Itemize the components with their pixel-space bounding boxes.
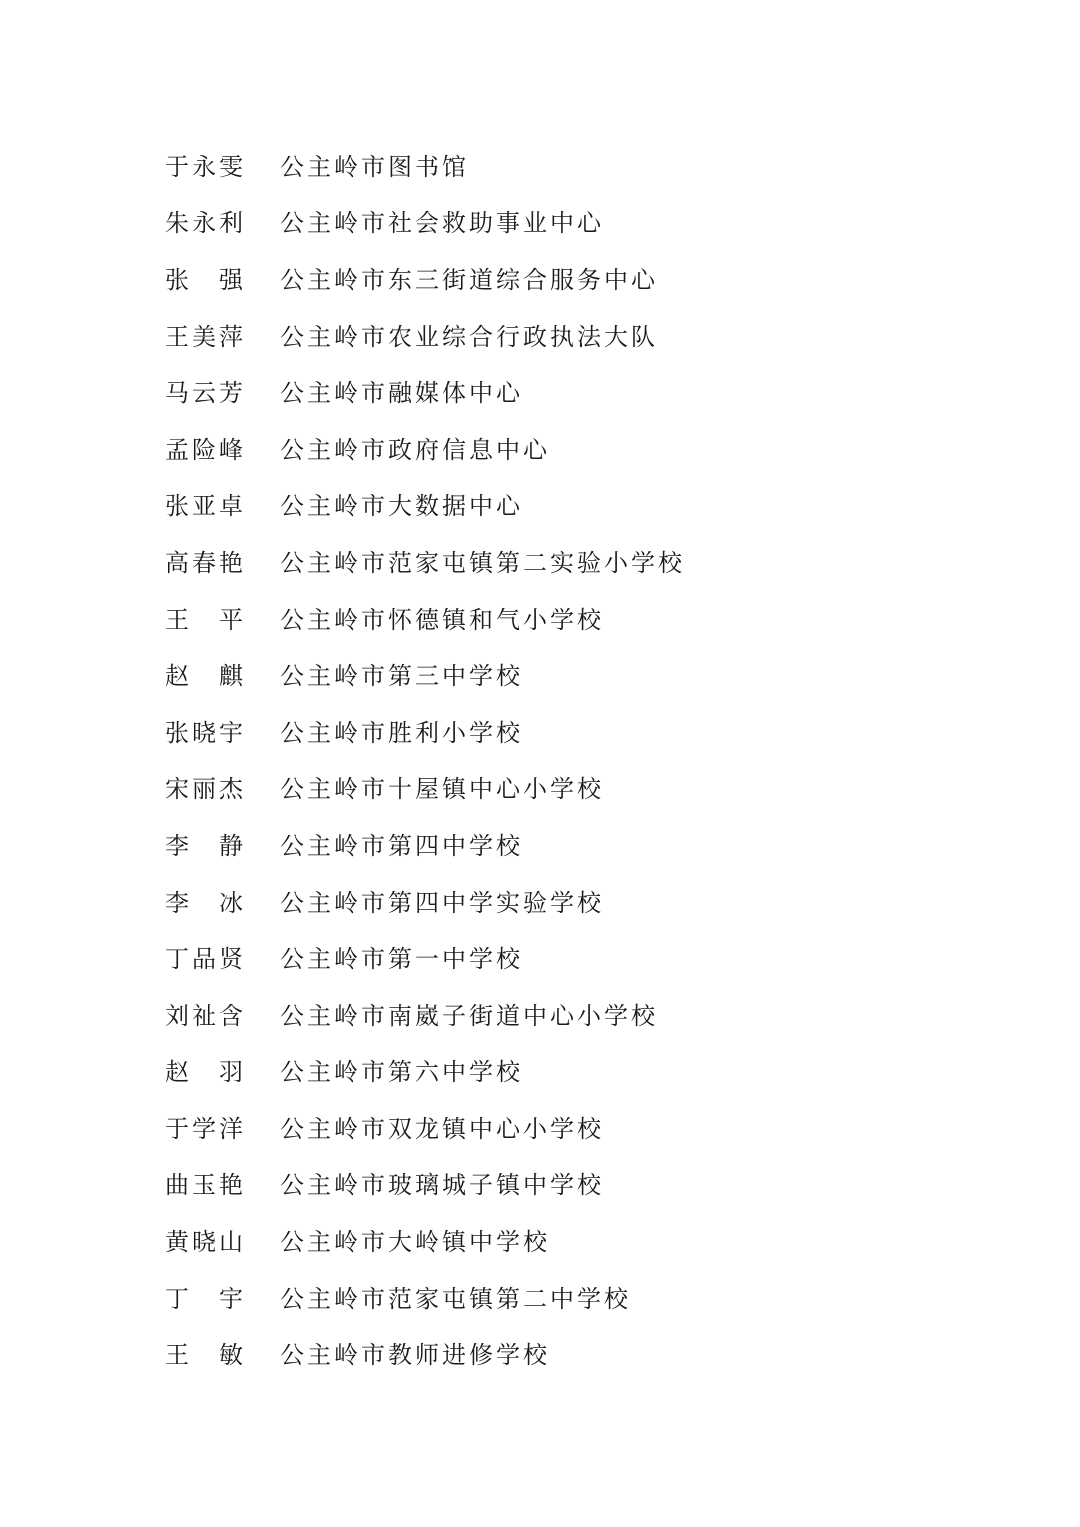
organization-name: 公主岭市社会救助事业中心 — [280, 209, 604, 238]
person-name: 孟险峰 — [165, 435, 243, 464]
person-name: 赵 羽 — [165, 1058, 243, 1087]
list-item — [165, 702, 685, 759]
person-name: 马云芳 — [165, 379, 243, 408]
person-name: 王 敏 — [165, 1341, 243, 1370]
organization-name: 公主岭市政府信息中心 — [280, 435, 550, 464]
list-item — [165, 928, 685, 985]
list-item — [165, 476, 685, 533]
organization-name: 公主岭市东三街道综合服务中心 — [280, 265, 658, 294]
organization-name: 公主岭市融媒体中心 — [280, 379, 523, 408]
person-name: 丁 宇 — [165, 1284, 243, 1313]
person-name: 高春艳 — [165, 548, 243, 577]
list-item — [165, 589, 685, 646]
organization-name: 公主岭市第四中学校 — [280, 831, 523, 860]
organization-name: 公主岭市怀德镇和气小学校 — [280, 605, 604, 634]
list-item — [165, 419, 685, 476]
name-list — [165, 136, 685, 1381]
organization-name: 公主岭市胜利小学校 — [280, 718, 523, 747]
organization-name: 公主岭市第六中学校 — [280, 1058, 523, 1087]
list-item — [165, 1211, 685, 1268]
list-item — [165, 532, 685, 589]
organization-name: 公主岭市教师进修学校 — [280, 1341, 550, 1370]
person-name: 于学洋 — [165, 1114, 243, 1143]
organization-name: 公主岭市大岭镇中学校 — [280, 1228, 550, 1257]
organization-name: 公主岭市图书馆 — [280, 152, 469, 181]
organization-name: 公主岭市第三中学校 — [280, 662, 523, 691]
person-name: 赵 麒 — [165, 662, 243, 691]
organization-name: 公主岭市大数据中心 — [280, 492, 523, 521]
organization-name: 公主岭市双龙镇中心小学校 — [280, 1114, 604, 1143]
organization-name: 公主岭市范家屯镇第二中学校 — [280, 1284, 631, 1313]
list-item — [165, 985, 685, 1042]
person-name: 黄晓山 — [165, 1228, 243, 1257]
list-item — [165, 1268, 685, 1325]
person-name: 李 冰 — [165, 888, 243, 917]
person-name: 王美萍 — [165, 322, 243, 351]
list-item — [165, 362, 685, 419]
list-item — [165, 306, 685, 363]
person-name: 王 平 — [165, 605, 243, 634]
list-item — [165, 1098, 685, 1155]
list-item — [165, 645, 685, 702]
person-name: 朱永利 — [165, 209, 243, 238]
person-name: 丁品贤 — [165, 945, 243, 974]
list-item — [165, 872, 685, 929]
person-name: 宋丽杰 — [165, 775, 243, 804]
list-item — [165, 193, 685, 250]
organization-name: 公主岭市十屋镇中心小学校 — [280, 775, 604, 804]
list-item — [165, 136, 685, 193]
person-name: 于永雯 — [165, 152, 243, 181]
person-name: 曲玉艳 — [165, 1171, 243, 1200]
person-name: 刘祉含 — [165, 1001, 243, 1030]
person-name: 张晓宇 — [165, 718, 243, 747]
organization-name: 公主岭市南崴子街道中心小学校 — [280, 1001, 658, 1030]
organization-name: 公主岭市第四中学实验学校 — [280, 888, 604, 917]
list-item — [165, 1324, 685, 1381]
list-item — [165, 249, 685, 306]
person-name: 李 静 — [165, 831, 243, 860]
person-name: 张亚卓 — [165, 492, 243, 521]
organization-name: 公主岭市第一中学校 — [280, 945, 523, 974]
organization-name: 公主岭市农业综合行政执法大队 — [280, 322, 658, 351]
organization-name: 公主岭市范家屯镇第二实验小学校 — [280, 548, 685, 577]
list-item — [165, 1155, 685, 1212]
list-item — [165, 815, 685, 872]
list-item — [165, 1042, 685, 1099]
person-name: 张 强 — [165, 265, 243, 294]
organization-name: 公主岭市玻璃城子镇中学校 — [280, 1171, 604, 1200]
list-item — [165, 759, 685, 816]
